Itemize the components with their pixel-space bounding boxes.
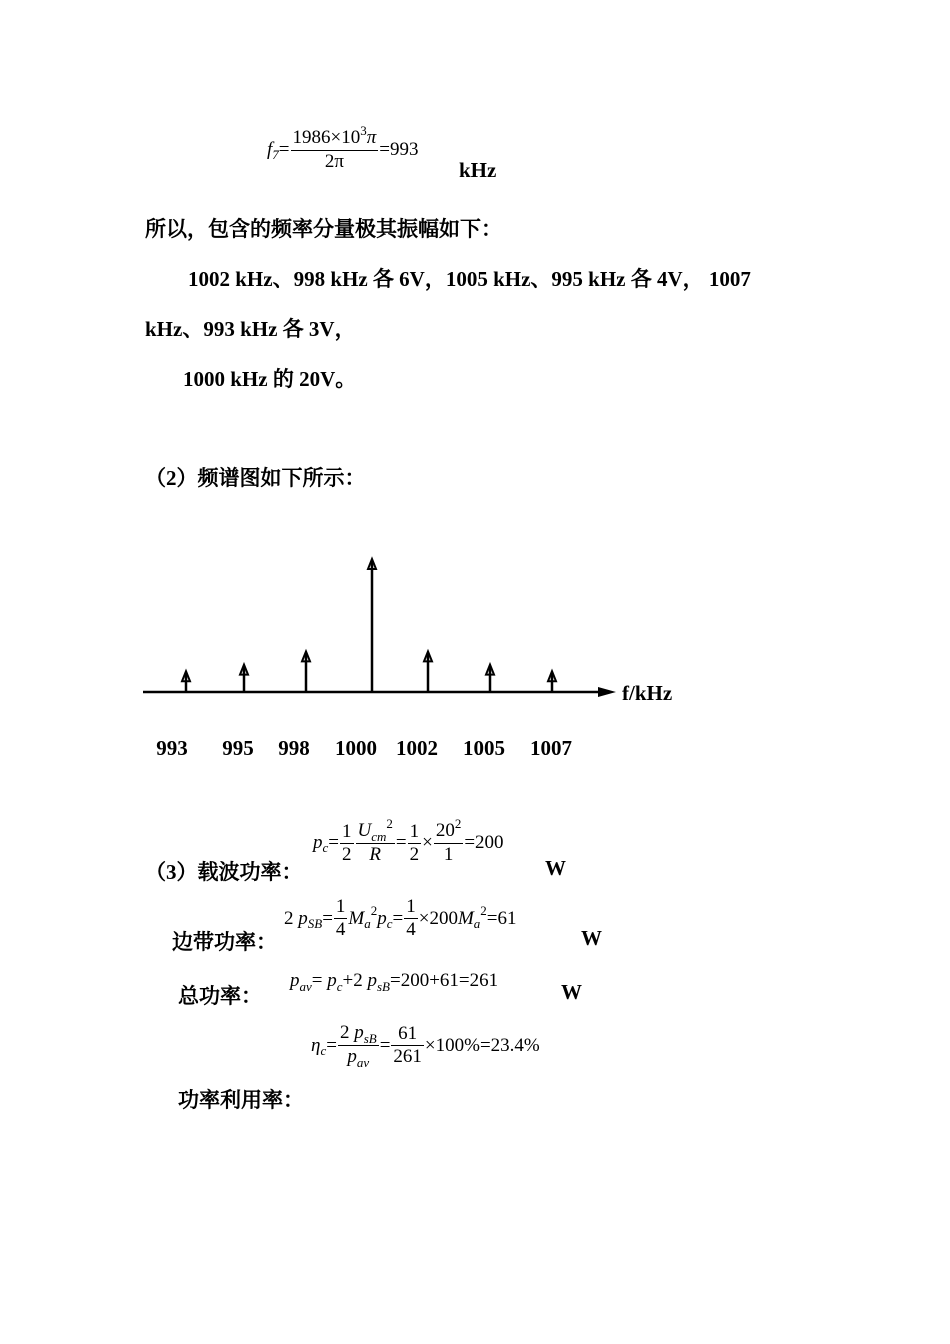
cf-times: ×	[422, 832, 433, 853]
sf-pc: p	[377, 907, 387, 929]
f7-den: 2π	[324, 151, 344, 172]
sf-eq1: =	[322, 907, 333, 929]
sf-result: =61	[486, 907, 517, 929]
efficiency-formula	[311, 1022, 540, 1069]
ef-f1-num-sub: sB	[363, 1031, 377, 1046]
carrier-unit: W	[545, 856, 566, 880]
ef-eta: η	[311, 1034, 321, 1056]
sf-f1-den: 4	[335, 919, 346, 940]
cf-frac1	[340, 821, 354, 866]
cf-frac4	[434, 816, 464, 866]
formula-f7	[267, 123, 419, 173]
sideband-formula	[284, 896, 517, 941]
tf-eq: =	[311, 970, 323, 991]
freq-tick-label-998: 998	[278, 736, 310, 760]
spectrum-lines	[182, 559, 556, 692]
ef-f2-den: 261	[393, 1046, 422, 1067]
sf-pc-sub: c	[386, 915, 393, 931]
ef-f1-num: 2	[339, 1022, 350, 1043]
f7-num-a: 1986×10	[292, 127, 361, 148]
cf-f4-num-sup: 2	[454, 816, 462, 831]
sf-f1-num: 1	[335, 896, 346, 917]
tf-pc-sub: c	[336, 979, 343, 994]
tf-p: p	[290, 970, 300, 991]
cf-f2-den: R	[369, 844, 381, 865]
f7-lhs: f	[267, 139, 273, 160]
f7-result: =993	[379, 139, 419, 160]
cf-f3-den: 2	[409, 843, 420, 865]
sf-mid: ×200	[418, 907, 458, 929]
ef-eta-sub: c	[320, 1042, 327, 1058]
tf-pc: p	[327, 970, 337, 991]
f7-num-exp: 3	[360, 123, 367, 138]
freq-tick-label-1005: 1005	[463, 736, 505, 760]
ef-eq1: =	[326, 1034, 337, 1056]
sf-m-sub: a	[364, 915, 371, 931]
ef-f1-den-p: p	[347, 1046, 357, 1067]
cf-eq1: =	[328, 832, 339, 853]
freq-tick-label-1002: 1002	[396, 736, 438, 760]
sf-m: M	[348, 907, 365, 929]
freq-tick-label-995: 995	[222, 736, 254, 760]
ef-result: ×100%=23.4%	[424, 1034, 540, 1056]
sf-m2-sup: 2	[480, 902, 487, 918]
f7-fraction	[291, 123, 379, 173]
sf-f2-den: 4	[406, 919, 416, 940]
cf-f2-num-sup: 2	[386, 816, 393, 831]
ef-f2-num: 61	[391, 1023, 424, 1046]
tf-psb-sub: sB	[377, 979, 390, 994]
amplitude-line-1: 1002 kHz、998 kHz 各 6V，1005 kHz、995 kHz 各 4V， 1007	[188, 267, 751, 291]
total-unit: W	[561, 980, 582, 1004]
sf-eq2: =	[392, 907, 404, 929]
ef-f1-den-sub: av	[356, 1055, 370, 1070]
sideband-power-label: 边带功率：	[172, 930, 277, 954]
section2-title: （2）频谱图如下所示：	[145, 466, 366, 490]
ef-f1-num-p: p	[354, 1022, 364, 1043]
sf-m2-sub: a	[473, 915, 481, 931]
cf-result: =200	[464, 832, 504, 853]
sf-p: p	[298, 907, 308, 929]
cf-frac2	[356, 816, 395, 866]
ef-frac2	[391, 1023, 424, 1068]
carrier-power-label: （3）载波功率：	[145, 860, 303, 884]
tf-result: =200+61=261	[390, 970, 499, 991]
spectrum-chart	[0, 540, 950, 780]
freq-tick-label-993: 993	[156, 736, 188, 760]
sf-f2-num: 1	[406, 896, 416, 917]
f7-eq: =	[278, 139, 290, 160]
freq-tick-label-1000: 1000	[335, 736, 377, 760]
cf-f1-den: 2	[342, 843, 352, 865]
freq-axis-label: f/kHz	[622, 681, 673, 705]
cf-p-sub: c	[322, 840, 329, 855]
f7-num-b: π	[366, 127, 377, 148]
sideband-unit: W	[581, 926, 602, 950]
cf-p: p	[313, 832, 323, 853]
cf-f2-num: U	[357, 820, 372, 841]
cf-f4-num: 20	[435, 820, 455, 841]
intro-text: 所以，包含的频率分量极其振幅如下：	[145, 217, 502, 241]
cf-eq2: =	[395, 832, 407, 853]
carrier-formula	[313, 816, 504, 866]
sf-m-sup: 2	[370, 902, 378, 918]
sf-frac2	[404, 896, 418, 941]
sf-frac1	[334, 896, 348, 941]
ef-frac1	[338, 1022, 379, 1069]
total-power-label: 总功率：	[178, 984, 262, 1008]
efficiency-label: 功率利用率：	[178, 1088, 304, 1112]
amplitude-line-2: kHz、993 kHz 各 3V，	[145, 317, 356, 341]
cf-f2-num-sub: cm	[371, 829, 387, 844]
amplitude-line-3: 1000 kHz 的 20V。	[183, 367, 357, 391]
sf-lhs: 2	[284, 907, 294, 929]
tf-plus: +2	[342, 970, 363, 991]
freq-tick-label-1007: 1007	[530, 736, 572, 760]
f7-unit: kHz	[459, 158, 497, 182]
cf-f3-num: 1	[409, 820, 420, 842]
sf-m2: M	[457, 907, 474, 929]
total-formula	[290, 970, 498, 992]
ef-eq2: =	[379, 1034, 391, 1056]
f7-lhs-sub: 7	[272, 147, 279, 162]
tf-psb: p	[367, 970, 377, 991]
sf-p-sub: SB	[307, 915, 323, 931]
tf-p-sub: av	[299, 979, 312, 994]
cf-f1-num: 1	[342, 820, 352, 842]
cf-frac3	[408, 821, 422, 866]
cf-f4-den: 1	[443, 844, 454, 865]
freq-axis-arrow	[598, 687, 616, 697]
